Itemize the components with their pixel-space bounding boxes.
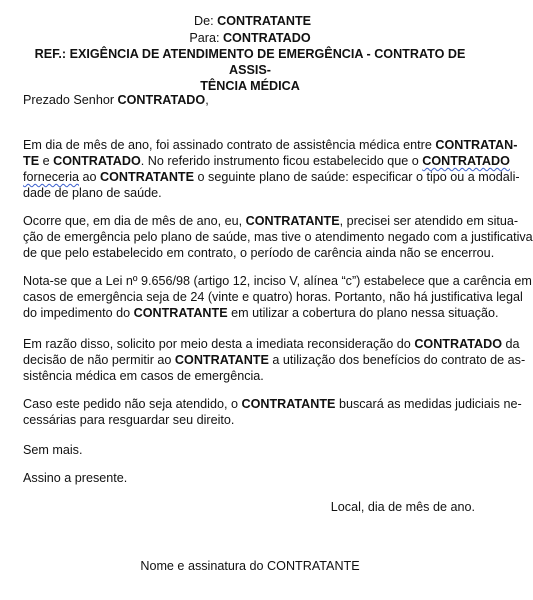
p2-text: , precisei ser atendido em situa-	[339, 214, 519, 228]
from-label: De:	[194, 14, 218, 28]
p3-text: casos de emergência seja de 24 (vinte e quatro) horas. Portanto, não há justificativa legal	[23, 290, 523, 304]
p5-text: Caso este pedido não seja atendido, o	[23, 397, 242, 411]
p1-text: . No referido instrumento ficou estabelecido que o	[140, 154, 423, 168]
p3-text: em utilizar a cobertura do plano nessa situação.	[227, 306, 499, 320]
p1-term: CONTRATANTE	[100, 170, 195, 184]
p3-text: do impedimento do	[23, 306, 134, 320]
p4-text: Em razão disso, solicito por meio desta a imediata reconsideração do	[23, 337, 415, 351]
p2-text: Ocorre que, em dia de mês de ano, eu,	[23, 214, 246, 228]
p5-line-2	[23, 412, 475, 429]
p4-line-3	[23, 368, 475, 385]
p2-text: de que pelo estabelecido em contrato, o período de carência ainda não se encerrou.	[23, 246, 495, 260]
closing-sem-mais: Sem mais.	[23, 443, 83, 457]
p2-text: ção de emergência pelo plano de saúde, mas tive o atendimento negado com a justificativa	[23, 230, 533, 244]
p5-line-1	[23, 396, 522, 413]
p1-text: dade de plano de saúde.	[23, 186, 162, 200]
p2-line-3	[23, 245, 495, 262]
p1-line-4	[23, 185, 475, 202]
to-value: CONTRATADO	[222, 31, 311, 45]
to-label: Para:	[189, 31, 223, 45]
p4-text: a utilização dos benefícios do contrato de as-	[268, 353, 526, 367]
p2-line-1	[23, 213, 519, 230]
p3-line-2	[23, 289, 523, 306]
greeting-punct: ,	[205, 93, 209, 107]
p4-text: sistência médica em casos de emergência.	[23, 369, 264, 383]
subject-line-2: TÊNCIA MÉDICA	[200, 79, 300, 93]
p1-text: Em dia de mês de ano, foi assinado contrato de assistência médica entre	[23, 138, 436, 152]
greeting-text: Prezado Senhor	[23, 93, 118, 107]
subject-line	[24, 46, 476, 94]
p1-text: ao	[79, 170, 101, 184]
p3-line-1	[23, 273, 532, 290]
p5-text: buscará as medidas judiciais ne-	[335, 397, 522, 411]
greeting	[23, 92, 475, 109]
place-and-date: Local, dia de mês de ano.	[330, 500, 475, 514]
p4-term: CONTRATADO	[414, 337, 502, 351]
p5-text: cessárias para resguardar seu direito.	[23, 413, 235, 427]
p4-term: CONTRATANTE	[174, 353, 269, 367]
to-line	[0, 30, 500, 47]
p3-line-3	[23, 305, 499, 322]
p1-line-3	[23, 169, 520, 186]
signature-line: Nome e assinatura do CONTRATANTE	[140, 559, 360, 573]
from-value: CONTRATANTE	[217, 14, 312, 28]
p1-line-1	[23, 137, 518, 154]
p5-term: CONTRATANTE	[241, 397, 336, 411]
spellcheck-flagged-word: forneceria	[23, 170, 80, 184]
p3-term: CONTRATANTE	[133, 306, 228, 320]
p4-text: da	[502, 337, 520, 351]
p3-text: Nota-se que a Lei nº 9.656/98 (artigo 12, inciso V, alínea “c”) estabelece que a carência em	[23, 274, 532, 288]
p4-line-1	[23, 336, 520, 353]
greeting-name: CONTRATADO	[117, 93, 206, 107]
closing-assino: Assino a presente.	[23, 471, 128, 485]
p1-term: CONTRATADO	[53, 154, 141, 168]
from-line	[194, 13, 311, 30]
p2-line-2	[23, 229, 533, 246]
p1-term: TE	[23, 154, 40, 168]
p1-text: o seguinte plano de saúde: especificar o tipo ou a modali-	[194, 170, 520, 184]
p1-line-2	[23, 153, 510, 170]
p4-line-2	[23, 352, 526, 369]
p1-term: CONTRATAN-	[435, 138, 518, 152]
p4-text: decisão de não permitir ao	[23, 353, 175, 367]
subject-line-1: REF.: EXIGÊNCIA DE ATENDIMENTO DE EMERGÊNCIA - CONTRATO DE ASSIS-	[34, 47, 466, 77]
p2-term: CONTRATANTE	[245, 214, 340, 228]
p1-text: e	[39, 154, 54, 168]
spellcheck-flagged-term: CONTRATADO	[422, 154, 510, 168]
